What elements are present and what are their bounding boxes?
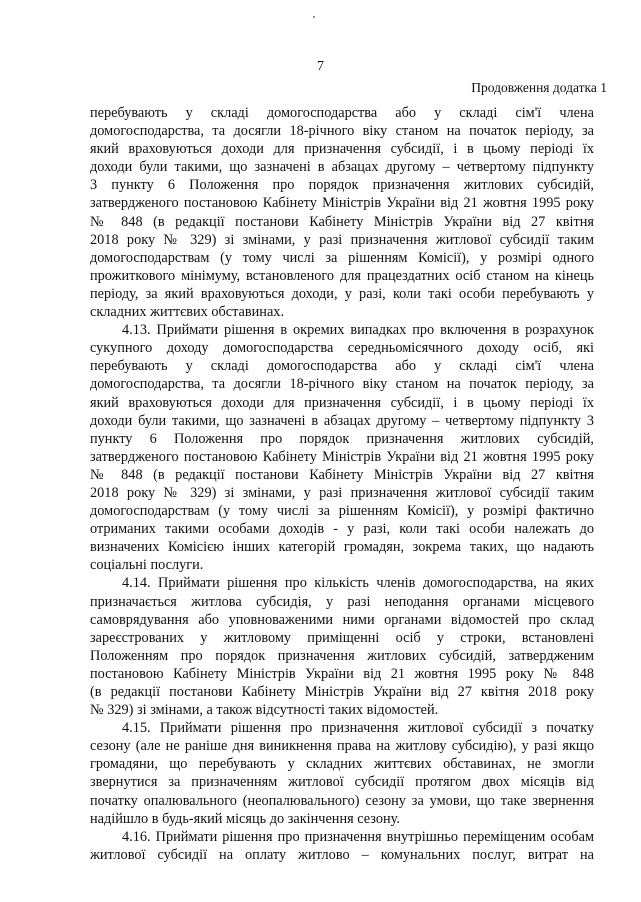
text-line: складних життєвих обставинах. (90, 304, 285, 321)
text-line: 4.16. Приймати рішення про призначення внутрішньо переміщеним особам (122, 828, 594, 845)
text-line: домогосподарствам (у тому числі за рішенням Комісії), у розмірі фактично (90, 503, 594, 520)
text-line: 4.14. Приймати рішення про кількість членів домогосподарства, на яких (122, 575, 594, 592)
text-line: Положенням про порядок призначення житлових субсидій, затвердженим (90, 647, 594, 664)
paragraph (90, 104, 594, 321)
text-line: № 848 (в редакції постанови Кабінету Міністрів України від 27 квітня (90, 466, 594, 483)
page-number: 7 (317, 59, 324, 74)
paragraph (90, 719, 594, 828)
text-line: доходи були такими, що зазначені в абзацах другому – четвертому підпункту (90, 159, 594, 176)
text-line: початку опалювального (неопалювального) сезону за умови, що таке звернення (90, 792, 594, 809)
scan-speck (313, 16, 315, 18)
document-body (90, 104, 594, 864)
continuation-note: Продовження додатка 1 (471, 80, 607, 95)
text-line: № 848 (в редакції постанови Кабінету Міністрів України від 27 квітня (90, 213, 594, 230)
text-line: 3 пункту 6 Положення про порядок призначення житлових субсидій, (90, 177, 594, 194)
text-line: прожиткового мінімуму, встановленого для працездатних осіб станом на кінець (90, 267, 594, 284)
text-line: домогосподарства, та досягли 18-річного віку станом на початок періоду, за (90, 123, 594, 140)
text-line: (в редакції постанови Кабінету Міністрів України від 27 квітня 2018 року (90, 684, 594, 700)
text-line: призначається житлова субсидія, у разі неподання органами місцевого (90, 593, 594, 610)
text-line: постановою Кабінету Міністрів України від 21 жовтня 1995 року № 848 (90, 665, 594, 682)
text-line: перебувають у складі домогосподарства або у складі сім'ї члена (90, 105, 594, 121)
text-line: пункту 6 Положення про порядок призначення житлових субсидій, (90, 430, 594, 447)
text-line: який враховуються доходи для призначення субсидії, і в цьому періоді їх (90, 394, 594, 411)
text-line: отриманих такими особами доходів - у разі, коли такі особи належать до (90, 521, 594, 538)
text-line: який враховуються доходи для призначення субсидії, і в цьому періоді їх (90, 141, 594, 158)
paragraph (90, 321, 594, 574)
paragraph-container (90, 104, 594, 864)
text-line: періоду, за який враховуються доходи, у разі, коли такі особи перебувають у (90, 285, 594, 302)
text-line: доходи були такими, що зазначені в абзацах другому – четвертому підпункту 3 (90, 412, 594, 429)
text-line: перебувають у складі домогосподарства або у складі сім'ї члена (90, 358, 594, 375)
text-line: затвердженого постановою Кабінету Міністрів України від 21 жовтня 1995 року (90, 195, 594, 212)
text-line: зареєстрованих у житловому приміщенні осіб у строки, встановлені (90, 629, 594, 646)
text-line: надійшло в будь-який місяць до закінчення сезону. (90, 810, 400, 827)
text-line: житлової субсидії на оплату житлово – комунальних послуг, витрат на (90, 846, 594, 863)
text-line: № 329) зі змінами, а також відсутності таких відомостей. (90, 702, 439, 719)
text-line: 4.15. Приймати рішення про призначення житлової субсидії з початку (122, 720, 594, 737)
text-line: 2018 року № 329) зі змінами, у разі призначення житлової субсидії таким (90, 484, 594, 501)
text-line: звернутися за призначенням житлової субсидії протягом двох місяців від (90, 774, 594, 791)
paragraph (90, 828, 594, 864)
text-line: громадяни, що перебувають у складних життєвих обставинах, не змогли (90, 756, 594, 773)
text-line: затвердженого постановою Кабінету Міністрів України від 21 жовтня 1995 року (90, 448, 594, 465)
text-line: соціальні послуги. (90, 557, 204, 574)
text-line: визначених Комісією інших категорій громадян, зокрема таких, що надають (90, 539, 594, 556)
text-line: 4.13. Приймати рішення в окремих випадках про включення в розрахунок (122, 322, 594, 339)
text-line: домогосподарствам (у тому числі за рішенням Комісії), у розмірі одного (90, 249, 594, 266)
text-line: сезону (але не раніше дня виникнення права на житлову субсидію), у разі якщо (90, 738, 594, 755)
text-line: 2018 року № 329) зі змінами, у разі призначення житлової субсидії таким (90, 231, 594, 248)
paragraph (90, 574, 594, 719)
text-line: самоврядування або уповноваженими ними органами відомостей про склад (90, 611, 594, 628)
text-line: домогосподарства, та досягли 18-річного віку станом на початок періоду, за (90, 376, 594, 393)
text-line: сукупного доходу домогосподарства середньомісячного доходу осіб, які (90, 340, 594, 357)
